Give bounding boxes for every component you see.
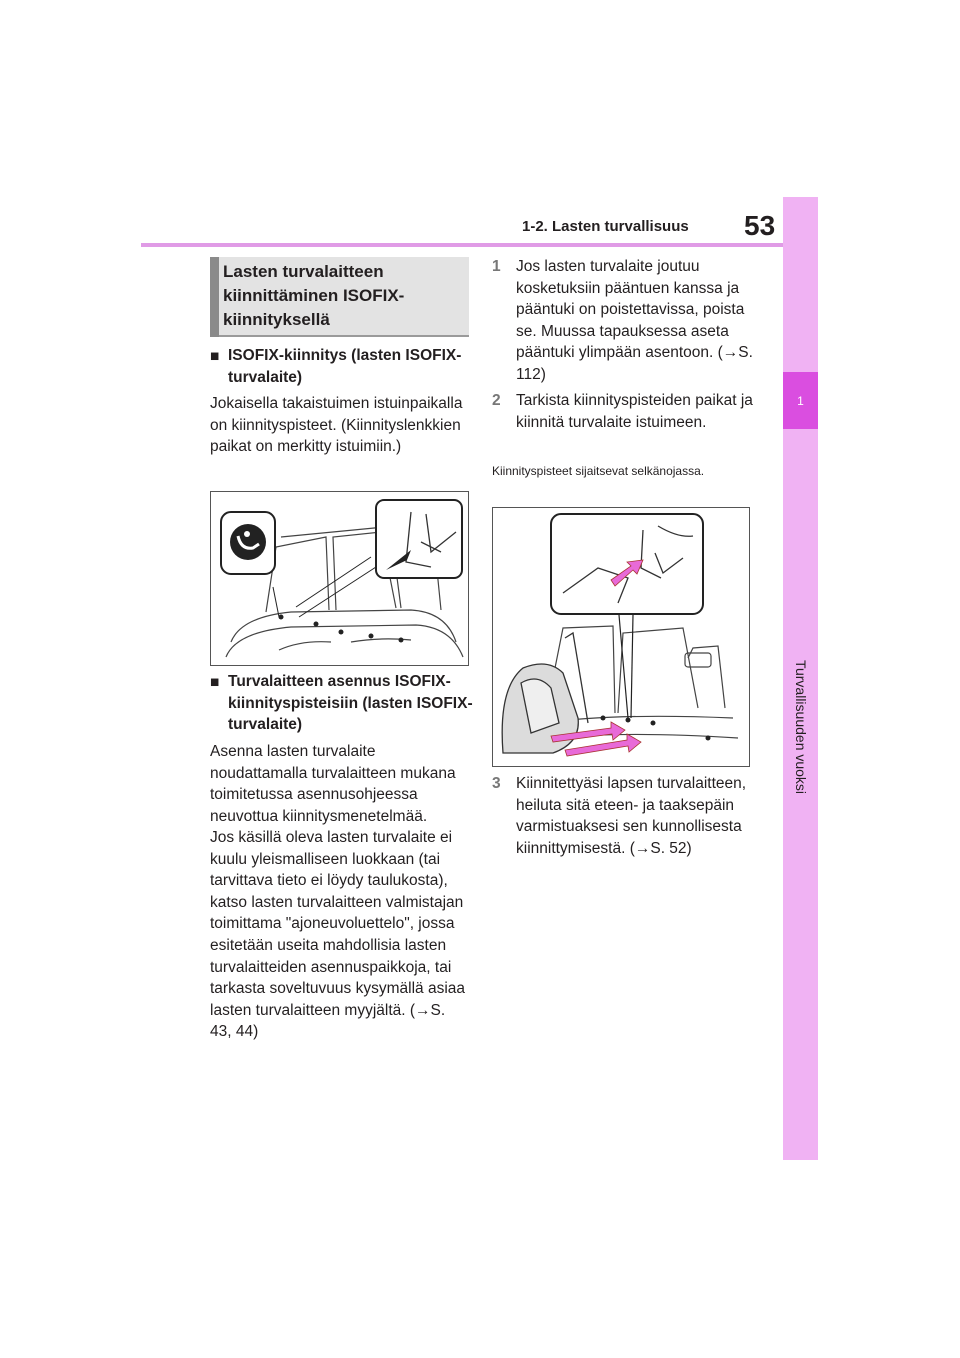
step-number: 3 — [492, 775, 501, 792]
header-section-title: 1-2. Lasten turvallisuus — [522, 218, 689, 235]
subheading-bullet-icon: ■ — [210, 348, 220, 365]
step-2 — [492, 390, 761, 433]
chapter-title — [783, 637, 818, 817]
step-3 — [492, 773, 761, 859]
figure-child-seat-install — [492, 507, 750, 767]
subheading-bullet-icon: ■ — [210, 674, 220, 691]
subheading-isofix — [210, 345, 468, 388]
header-rule — [141, 243, 783, 247]
isofix-symbol-icon — [230, 524, 266, 560]
section-heading-bar — [210, 257, 219, 337]
paragraph-installation: Asenna lasten turvalaite noudattamalla turvalaitteen mukana toimitetussa asennusohjeessa neuvottua kiinnitysmenetelmää. — [210, 743, 456, 825]
step-text: Tarkista kiinnityspisteiden paikat ja kiinnitä turvalaite istuimeen. — [516, 392, 753, 431]
paragraph-anchor-points: Jokaisella takaistuimen istuinpaikalla on kiinnityspisteet. (Kiinnityslenkkien paikat on merkitty istuimiin.) — [210, 395, 463, 456]
chapter-title-text: Turvallisuuden vuoksi — [792, 659, 809, 795]
figure-caption: Kiinnityspisteet sijaitsevat selkänojassa. — [492, 464, 705, 478]
seat-anchor-illustration — [211, 492, 468, 665]
step-1 — [492, 256, 761, 386]
page-number: 53 — [744, 210, 776, 241]
step-text: Jos lasten turvalaite joutuu kosketuksiin pääntuen kanssa ja pääntuki on poistettavissa, poista se. Muussa tapauksessa aseta pääntuki ylimpään asentoon. (→S. 112) — [516, 258, 753, 383]
subheading-installation-text: Turvalaitteen asennus ISOFIX-kiinnityspisteisiin (lasten ISOFIX-turvalaite) — [228, 673, 473, 734]
subheading-installation — [210, 671, 483, 736]
step-text: Kiinnitettyäsi lapsen turvalaitteen, heiluta sitä eteen- ja taaksepäin varmistuaksesi sen kunnollisesta kiinnittymisestä. (→S. 52) — [516, 775, 747, 857]
section-heading — [210, 257, 469, 337]
child-seat-illustration — [493, 508, 749, 766]
paragraph-vehicle-list: Jos käsillä oleva lasten turvalaite ei kuulu yleismalliseen luokkaan (tai tarvittava tieto ei löydy taulukosta), katso lasten turvalaitteen valmistajan toimittama "ajoneuvoluettelo", jossa esitetään useita mahdollisia lasten turvalaitteiden asennuspaikkoja, tai tarkasta soveltuvuus kysymällä asiaa lasten turvalaitteen myyjältä. (→S. 43, 44) — [210, 829, 466, 1041]
chapter-number: 1 — [797, 394, 804, 408]
step-number: 2 — [492, 392, 501, 409]
chapter-side-tab[interactable] — [783, 197, 818, 1160]
subheading-isofix-text: ISOFIX-kiinnitys (lasten ISOFIX-turvalaite) — [228, 347, 462, 386]
step-number: 1 — [492, 258, 501, 275]
section-title: Lasten turvalaitteen kiinnittäminen ISOFIX-kiinnityksellä — [223, 262, 405, 329]
figure-seat-anchors — [210, 491, 469, 666]
